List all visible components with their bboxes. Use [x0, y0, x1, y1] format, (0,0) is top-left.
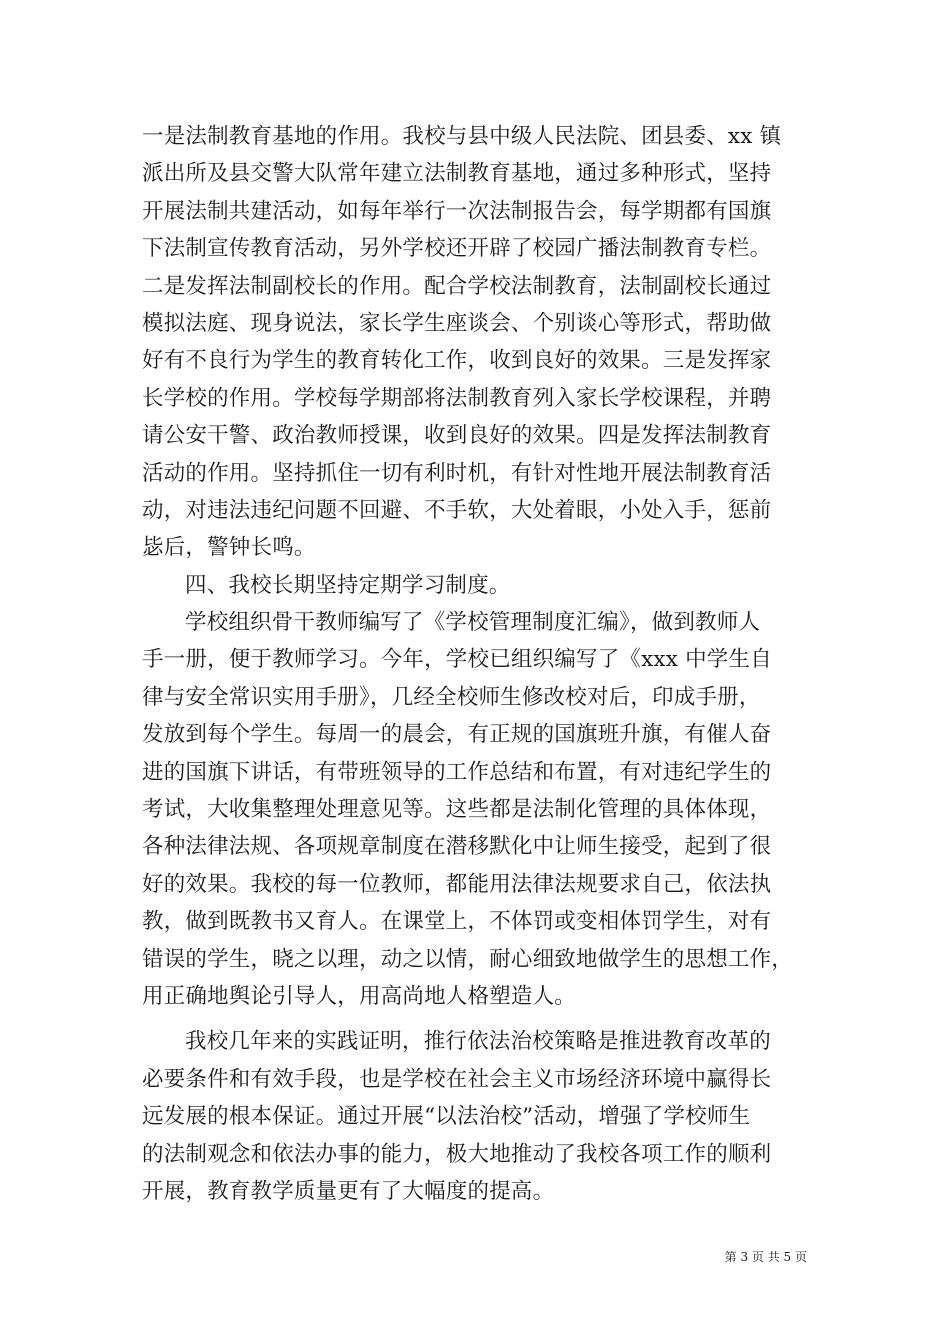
text-line: 好的效果。我校的每一位教师，都能用法律法规要求自己，依法执 [142, 871, 772, 897]
text-line: 远发展的根本保证。通过开展“以法治校”活动，增强了学校师生 [142, 1104, 751, 1130]
text-line: 开展法制共建活动，如每年举行一次法制报告会，每学期都有国旗 [142, 198, 772, 224]
text-line: 二是发挥法制副校长的作用。配合学校法制教育，法制副校长通过 [142, 273, 772, 299]
text-line: 教，做到既教书又育人。在课堂上，不体罚或变相体罚学生，对有 [142, 909, 772, 935]
text-line: 各种法律法规、各项规章制度在潜移默化中让师生接受，起到了很 [142, 834, 772, 860]
page-number: 第 3 页 共 5 页 [724, 1250, 807, 1264]
text-line: 一是法制教育基地的作用。我校与县中级人民法院、团县委、xx 镇 [142, 124, 782, 149]
text-line: 请公安干警、政治教师授课，收到良好的效果。四是发挥法制教育 [142, 423, 772, 449]
text-line: 用正确地舆论引导人，用高尚地人格塑造人。 [142, 983, 577, 1009]
text-line: 开展，教育教学质量更有了大幅度的提高。 [142, 1178, 555, 1204]
text-line: 我校几年来的实践证明，推行依法治校策略是推进教育改革的 [185, 1029, 771, 1055]
text-line: 律与安全常识实用手册》，几经全校师生修改校对后，印成手册， [142, 684, 761, 710]
text-line: 下法制宣传教育活动，另外学校还开辟了校园广播法制教育专栏。 [142, 236, 772, 262]
text-line: 动，对违法违纪问题不回避、不手软，大处着眼，小处入手，惩前 [142, 497, 772, 523]
text-line: 长学校的作用。学校每学期部将法制教育列入家长学校课程，并聘 [142, 385, 772, 411]
text-line: 学校组织骨干教师编写了《学校管理制度汇编》，做到教师人 [185, 610, 761, 636]
text-line: 的法制观念和依法办事的能力，极大地推动了我校各项工作的顺利 [142, 1141, 772, 1167]
text-line: 活动的作用。坚持抓住一切有利时机，有针对性地开展法制教育活 [142, 460, 772, 486]
section-heading: 四、我校长期坚持定期学习制度。 [185, 572, 511, 598]
text-line: 发放到每个学生。每周一的晨会，有正规的国旗班升旗，有催人奋 [142, 722, 772, 748]
text-line: 派出所及县交警大队常年建立法制教育基地，通过多种形式，坚持 [142, 161, 772, 187]
paragraph-gap [142, 1015, 822, 1023]
text-line: 考试，大收集整理处理意见等。这些都是法制化管理的具体体现， [142, 797, 772, 823]
text-line: 进的国旗下讲话，有带班领导的工作总结和布置，有对违纪学生的 [142, 759, 772, 785]
text-line: 毖后，警钟长鸣。 [142, 535, 316, 561]
text-line: 必要条件和有效手段，也是学校在社会主义市场经济环境中赢得长 [142, 1066, 772, 1092]
text-line: 模拟法庭、现身说法，家长学生座谈会、个别谈心等形式，帮助做 [142, 310, 772, 336]
text-line: 手一册，便于教师学习。今年，学校已组织编写了《xxx 中学生自 [142, 647, 772, 673]
body-text [142, 118, 822, 1210]
text-line: 好有不良行为学生的教育转化工作，收到良好的效果。三是发挥家 [142, 348, 772, 374]
text-line: 错误的学生，晓之以理，动之以情，耐心细致地做学生的思想工作， [142, 946, 794, 972]
